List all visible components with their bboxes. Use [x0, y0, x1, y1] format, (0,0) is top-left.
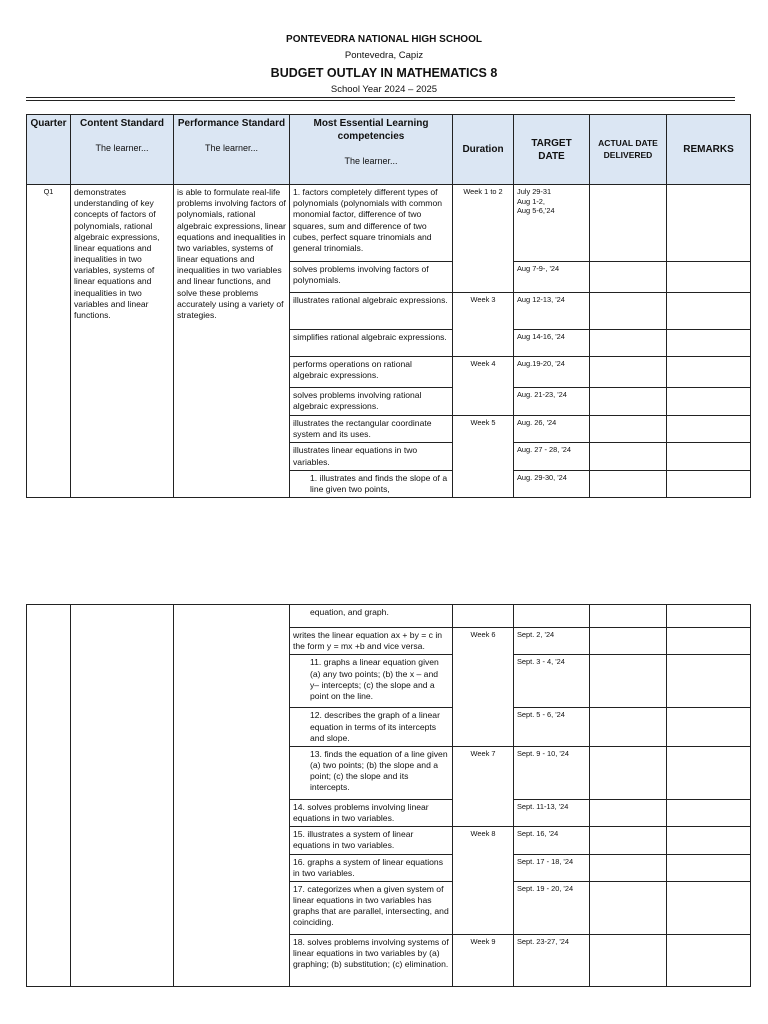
melc-cell: writes the linear equation ax + by = c in the form y = mx +b and vice versa.: [290, 628, 453, 655]
melc-cell: illustrates linear equations in two variables.: [290, 443, 453, 470]
target-date-cell: July 29-31 Aug 1-2, Aug 5-6,'24: [514, 185, 590, 262]
melc-cell: 15. illustrates a system of linear equations in two variables.: [290, 827, 453, 854]
melc-cell: performs operations on rational algebraic expressions.: [290, 357, 453, 388]
duration-cell: Week 1 to 2: [453, 185, 514, 293]
duration-cell: [453, 605, 514, 628]
col-header-content-standard: Content Standard The learner...: [71, 115, 174, 185]
actual-date-cell: [590, 388, 667, 416]
melc-cell: solves problems involving factors of polynomials.: [290, 262, 453, 293]
melc-cell: 12. describes the graph of a linear equation in terms of its intercepts and slope.: [290, 708, 453, 747]
divider-line: [26, 100, 735, 101]
melc-cell: equation, and graph.: [290, 605, 453, 628]
remarks-cell: [667, 605, 751, 628]
melc-cell: 16. graphs a system of linear equations in two variables.: [290, 854, 453, 881]
duration-cell: Week 6: [453, 628, 514, 747]
divider-line: [26, 97, 735, 98]
melc-cell: solves problems involving rational algebraic expressions.: [290, 388, 453, 416]
duration-cell: Week 9: [453, 934, 514, 986]
remarks-cell: [667, 293, 751, 330]
col-header-quarter: Quarter: [27, 115, 71, 185]
actual-date-cell: [590, 330, 667, 357]
target-date-cell: Aug 14-16, '24: [514, 330, 590, 357]
target-date-cell: Sept. 17 - 18, '24: [514, 854, 590, 881]
actual-date-cell: [590, 708, 667, 747]
remarks-cell: [667, 799, 751, 826]
target-date-cell: Sept. 19 - 20, '24: [514, 881, 590, 934]
actual-date-cell: [590, 605, 667, 628]
target-date-cell: Aug 7-9-, '24: [514, 262, 590, 293]
target-date-cell: Aug. 27 - 28, '24: [514, 443, 590, 470]
remarks-cell: [667, 708, 751, 747]
remarks-cell: [667, 443, 751, 470]
performance-standard-cell: is able to formulate real-life problems involving factors of polynomials, rational algebraic expressions, linear equations and inequalities in two variables, systems of linear equations and inequalities in two variables and linear functions, and solve these problems accurately using a variety of strategies.: [174, 185, 290, 498]
melc-cell: 11. graphs a linear equation given (a) any two points; (b) the x – and y– intercepts; (c) the slope and a point on the line.: [290, 655, 453, 708]
target-date-cell: Aug 12-13, '24: [514, 293, 590, 330]
melc-cell: 1. illustrates and finds the slope of a line given two points,: [290, 470, 453, 497]
melc-cell: 13. finds the equation of a line given (a) two points; (b) the slope and a point; (c) the slope and its intercepts.: [290, 746, 453, 799]
target-date-cell: Sept. 9 - 10, '24: [514, 746, 590, 799]
target-date-cell: Aug. 21-23, '24: [514, 388, 590, 416]
remarks-cell: [667, 827, 751, 854]
remarks-cell: [667, 185, 751, 262]
target-date-cell: Aug. 26, '24: [514, 416, 590, 443]
actual-date-cell: [590, 628, 667, 655]
remarks-cell: [667, 655, 751, 708]
actual-date-cell: [590, 262, 667, 293]
document-title: BUDGET OUTLAY IN MATHEMATICS 8: [270, 66, 498, 80]
school-location: Pontevedra, Capiz: [344, 50, 424, 61]
performance-standard-cell: [174, 605, 290, 987]
school-name: PONTEVEDRA NATIONAL HIGH SCHOOL: [286, 34, 482, 45]
remarks-cell: [667, 330, 751, 357]
melc-cell: 14. solves problems involving linear equations in two variables.: [290, 799, 453, 826]
quarter-cell: [27, 605, 71, 987]
actual-date-cell: [590, 881, 667, 934]
col-header-performance-standard: Performance Standard The learner...: [174, 115, 290, 185]
actual-date-cell: [590, 799, 667, 826]
actual-date-cell: [590, 655, 667, 708]
content-standard-cell: [71, 605, 174, 987]
school-year: School Year 2024 – 2025: [330, 84, 438, 95]
target-date-cell: Aug. 29-30, '24: [514, 470, 590, 497]
budget-table-page-1: [26, 114, 751, 498]
duration-cell: Week 7: [453, 746, 514, 826]
content-standard-cell: demonstrates understanding of key concepts of factors of polynomials, rational algebraic expressions, linear equations and inequalities in two variables, systems of linear equations and inequalities in two variables and linear functions.: [71, 185, 174, 498]
target-date-cell: Aug.19-20, '24: [514, 357, 590, 388]
target-date-cell: Sept. 2, '24: [514, 628, 590, 655]
remarks-cell: [667, 934, 751, 986]
duration-cell: Week 5: [453, 416, 514, 498]
actual-date-cell: [590, 827, 667, 854]
col-header-target-date: TARGET DATE: [514, 115, 590, 185]
remarks-cell: [667, 262, 751, 293]
actual-date-cell: [590, 443, 667, 470]
duration-cell: Week 3: [453, 293, 514, 357]
quarter-cell: Q1: [27, 185, 71, 498]
actual-date-cell: [590, 854, 667, 881]
col-header-remarks: REMARKS: [667, 115, 751, 185]
actual-date-cell: [590, 357, 667, 388]
actual-date-cell: [590, 470, 667, 497]
target-date-cell: Sept. 3 - 4, '24: [514, 655, 590, 708]
actual-date-cell: [590, 416, 667, 443]
melc-cell: illustrates the rectangular coordinate system and its uses.: [290, 416, 453, 443]
actual-date-cell: [590, 746, 667, 799]
melc-cell: simplifies rational algebraic expressions.: [290, 330, 453, 357]
remarks-cell: [667, 357, 751, 388]
remarks-cell: [667, 746, 751, 799]
target-date-cell: Sept. 11-13, '24: [514, 799, 590, 826]
target-date-cell: [514, 605, 590, 628]
remarks-cell: [667, 470, 751, 497]
remarks-cell: [667, 854, 751, 881]
target-date-cell: Sept. 23-27, '24: [514, 934, 590, 986]
duration-cell: Week 8: [453, 827, 514, 935]
melc-cell: illustrates rational algebraic expressions.: [290, 293, 453, 330]
target-date-cell: Sept. 5 - 6, '24: [514, 708, 590, 747]
duration-cell: Week 4: [453, 357, 514, 416]
col-header-actual-date: ACTUAL DATE DELIVERED: [590, 115, 667, 185]
actual-date-cell: [590, 293, 667, 330]
remarks-cell: [667, 416, 751, 443]
actual-date-cell: [590, 185, 667, 262]
melc-cell: 17. categorizes when a given system of linear equations in two variables has graphs that are parallel, intersecting, and coinciding.: [290, 881, 453, 934]
actual-date-cell: [590, 934, 667, 986]
remarks-cell: [667, 881, 751, 934]
budget-table-page-2: [26, 604, 751, 987]
col-header-melc: Most Essential Learning competencies The learner...: [290, 115, 453, 185]
col-header-duration: Duration: [453, 115, 514, 185]
melc-cell: 1. factors completely different types of polynomials (polynomials with common monomial factor, difference of two squares, sum and difference of two cubes, perfect square trinomials and general trinomials.: [290, 185, 453, 262]
remarks-cell: [667, 388, 751, 416]
target-date-cell: Sept. 16, '24: [514, 827, 590, 854]
melc-cell: 18. solves problems involving systems of linear equations in two variables by (a) graphing; (b) substitution; (c) elimination.: [290, 934, 453, 986]
remarks-cell: [667, 628, 751, 655]
